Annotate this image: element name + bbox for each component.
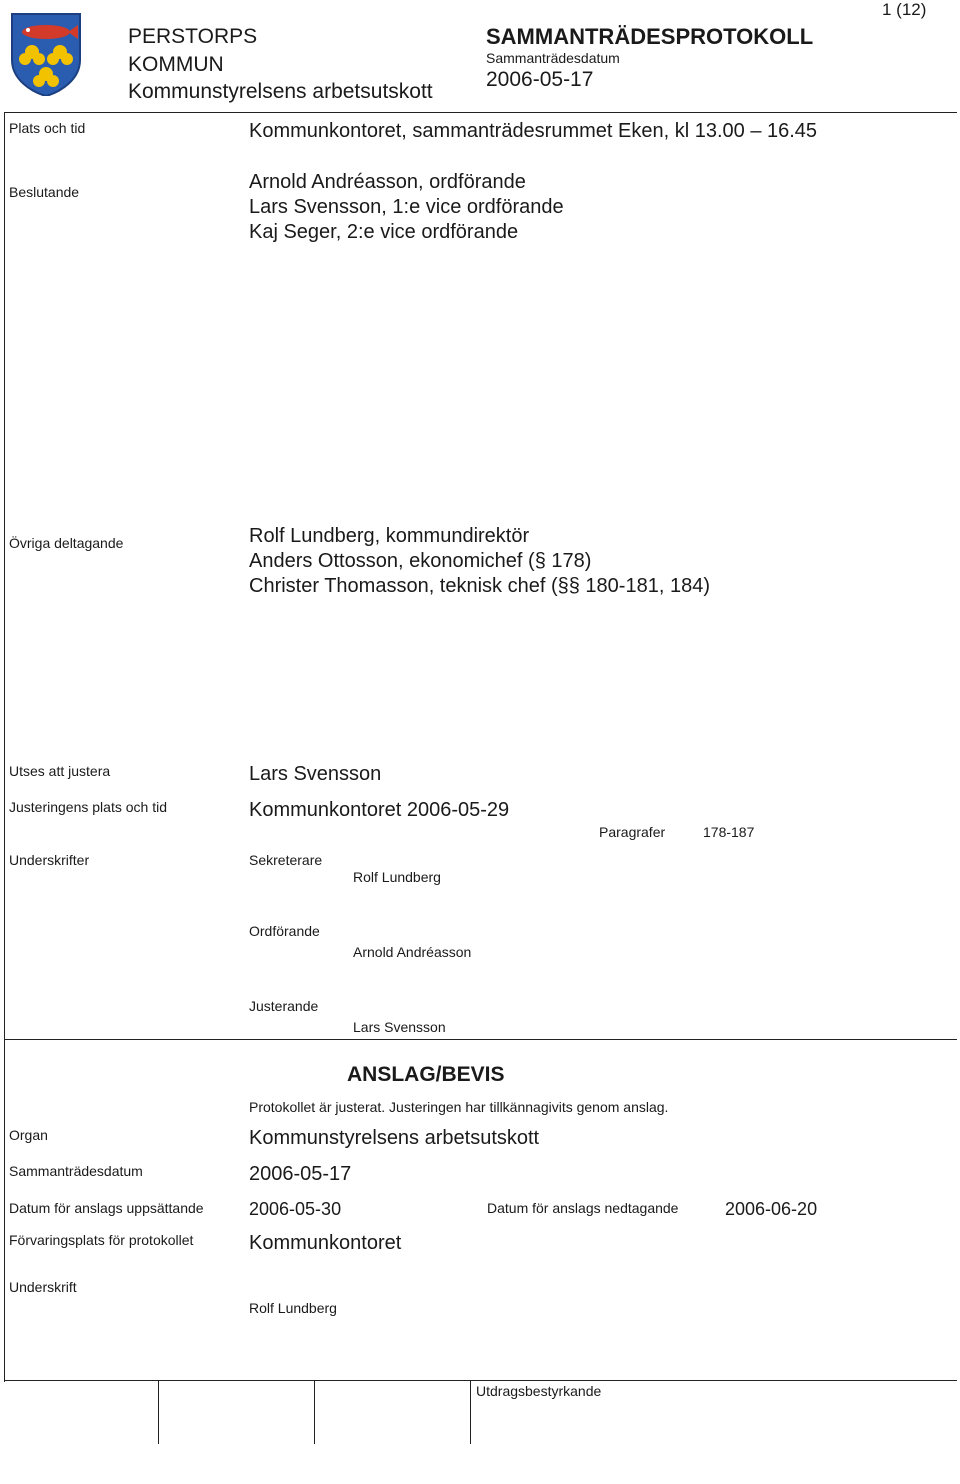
others-list [249, 524, 710, 599]
adjust-label: Utses att justera [9, 763, 111, 779]
signature-label: Underskrift [9, 1279, 77, 1295]
place-label: Plats och tid [9, 120, 86, 136]
signature-name: Rolf Lundberg [249, 1300, 337, 1316]
adjuster-name: Lars Svensson [353, 1019, 446, 1035]
other-participant: Anders Ottosson, ekonomichef (§ 178) [249, 550, 592, 572]
notice-statement: Protokollet är justerat. Justeringen har tillkännagivits genom anslag. [249, 1099, 669, 1115]
posted-date-value: 2006-05-30 [249, 1199, 342, 1219]
coat-of-arms-logo [10, 12, 82, 96]
deciding-label: Beslutande [9, 184, 80, 200]
removed-date-value: 2006-06-20 [725, 1199, 818, 1219]
signature-divider [4, 1039, 957, 1040]
footer-divider-2 [314, 1380, 315, 1444]
adjuster-label: Justerande [249, 998, 319, 1014]
organ-value: Kommunstyrelsens arbetsutskott [249, 1127, 540, 1149]
storage-value: Kommunkontoret [249, 1232, 402, 1254]
chair-label: Ordförande [249, 923, 320, 939]
header-date-label: Sammanträdesdatum [486, 50, 620, 66]
deciding-member: Kaj Seger, 2:e vice ordförande [249, 221, 519, 243]
secretary-name: Rolf Lundberg [353, 869, 441, 885]
removed-date-label: Datum för anslags nedtagande [487, 1200, 679, 1216]
header-divider [4, 112, 957, 113]
adjust-place-value: Kommunkontoret 2006-05-29 [249, 799, 510, 821]
other-participant: Rolf Lundberg, kommundirektör [249, 525, 530, 547]
deciding-member: Lars Svensson, 1:e vice ordförande [249, 196, 564, 218]
organ-label: Organ [9, 1127, 48, 1143]
footer-divider-1 [158, 1380, 159, 1444]
adjust-value: Lars Svensson [249, 763, 382, 785]
chair-name: Arnold Andréasson [353, 944, 472, 960]
document-title: SAMMANTRÄDESPROTOKOLL [486, 24, 814, 49]
notice-date-value: 2006-05-17 [249, 1163, 352, 1185]
signatures-label: Underskrifter [9, 852, 90, 868]
extract-label: Utdragsbestyrkande [476, 1383, 602, 1399]
deciding-list [249, 170, 564, 245]
page-number: 1 (12) [882, 0, 927, 19]
left-border [4, 112, 5, 1382]
deciding-member: Arnold Andréasson, ordförande [249, 171, 526, 193]
notice-title: ANSLAG/BEVIS [347, 1063, 505, 1086]
place-value: Kommunkontoret, sammanträdesrummet Eken, kl 13.00 – 16.45 [249, 120, 818, 142]
municipality-name-line1: PERSTORPS [128, 25, 258, 48]
other-participant: Christer Thomasson, teknisk chef (§§ 180-181, 184) [249, 575, 710, 597]
committee-name: Kommunstyrelsens arbetsutskott [128, 80, 433, 103]
secretary-label: Sekreterare [249, 852, 323, 868]
adjust-place-label: Justeringens plats och tid [9, 799, 167, 815]
storage-label: Förvaringsplats för protokollet [9, 1232, 194, 1248]
municipality-name-line2: KOMMUN [128, 53, 224, 76]
header-date-value: 2006-05-17 [486, 68, 594, 91]
notice-date-label: Sammanträdesdatum [9, 1163, 143, 1179]
shield-icon [10, 12, 82, 96]
paragraphs-value: 178-187 [703, 824, 755, 840]
posted-date-label: Datum för anslags uppsättande [9, 1200, 204, 1216]
others-label: Övriga deltagande [9, 535, 124, 551]
footer-top-line [4, 1380, 957, 1381]
footer-divider-3 [470, 1380, 471, 1444]
paragraphs-label: Paragrafer [599, 824, 666, 840]
